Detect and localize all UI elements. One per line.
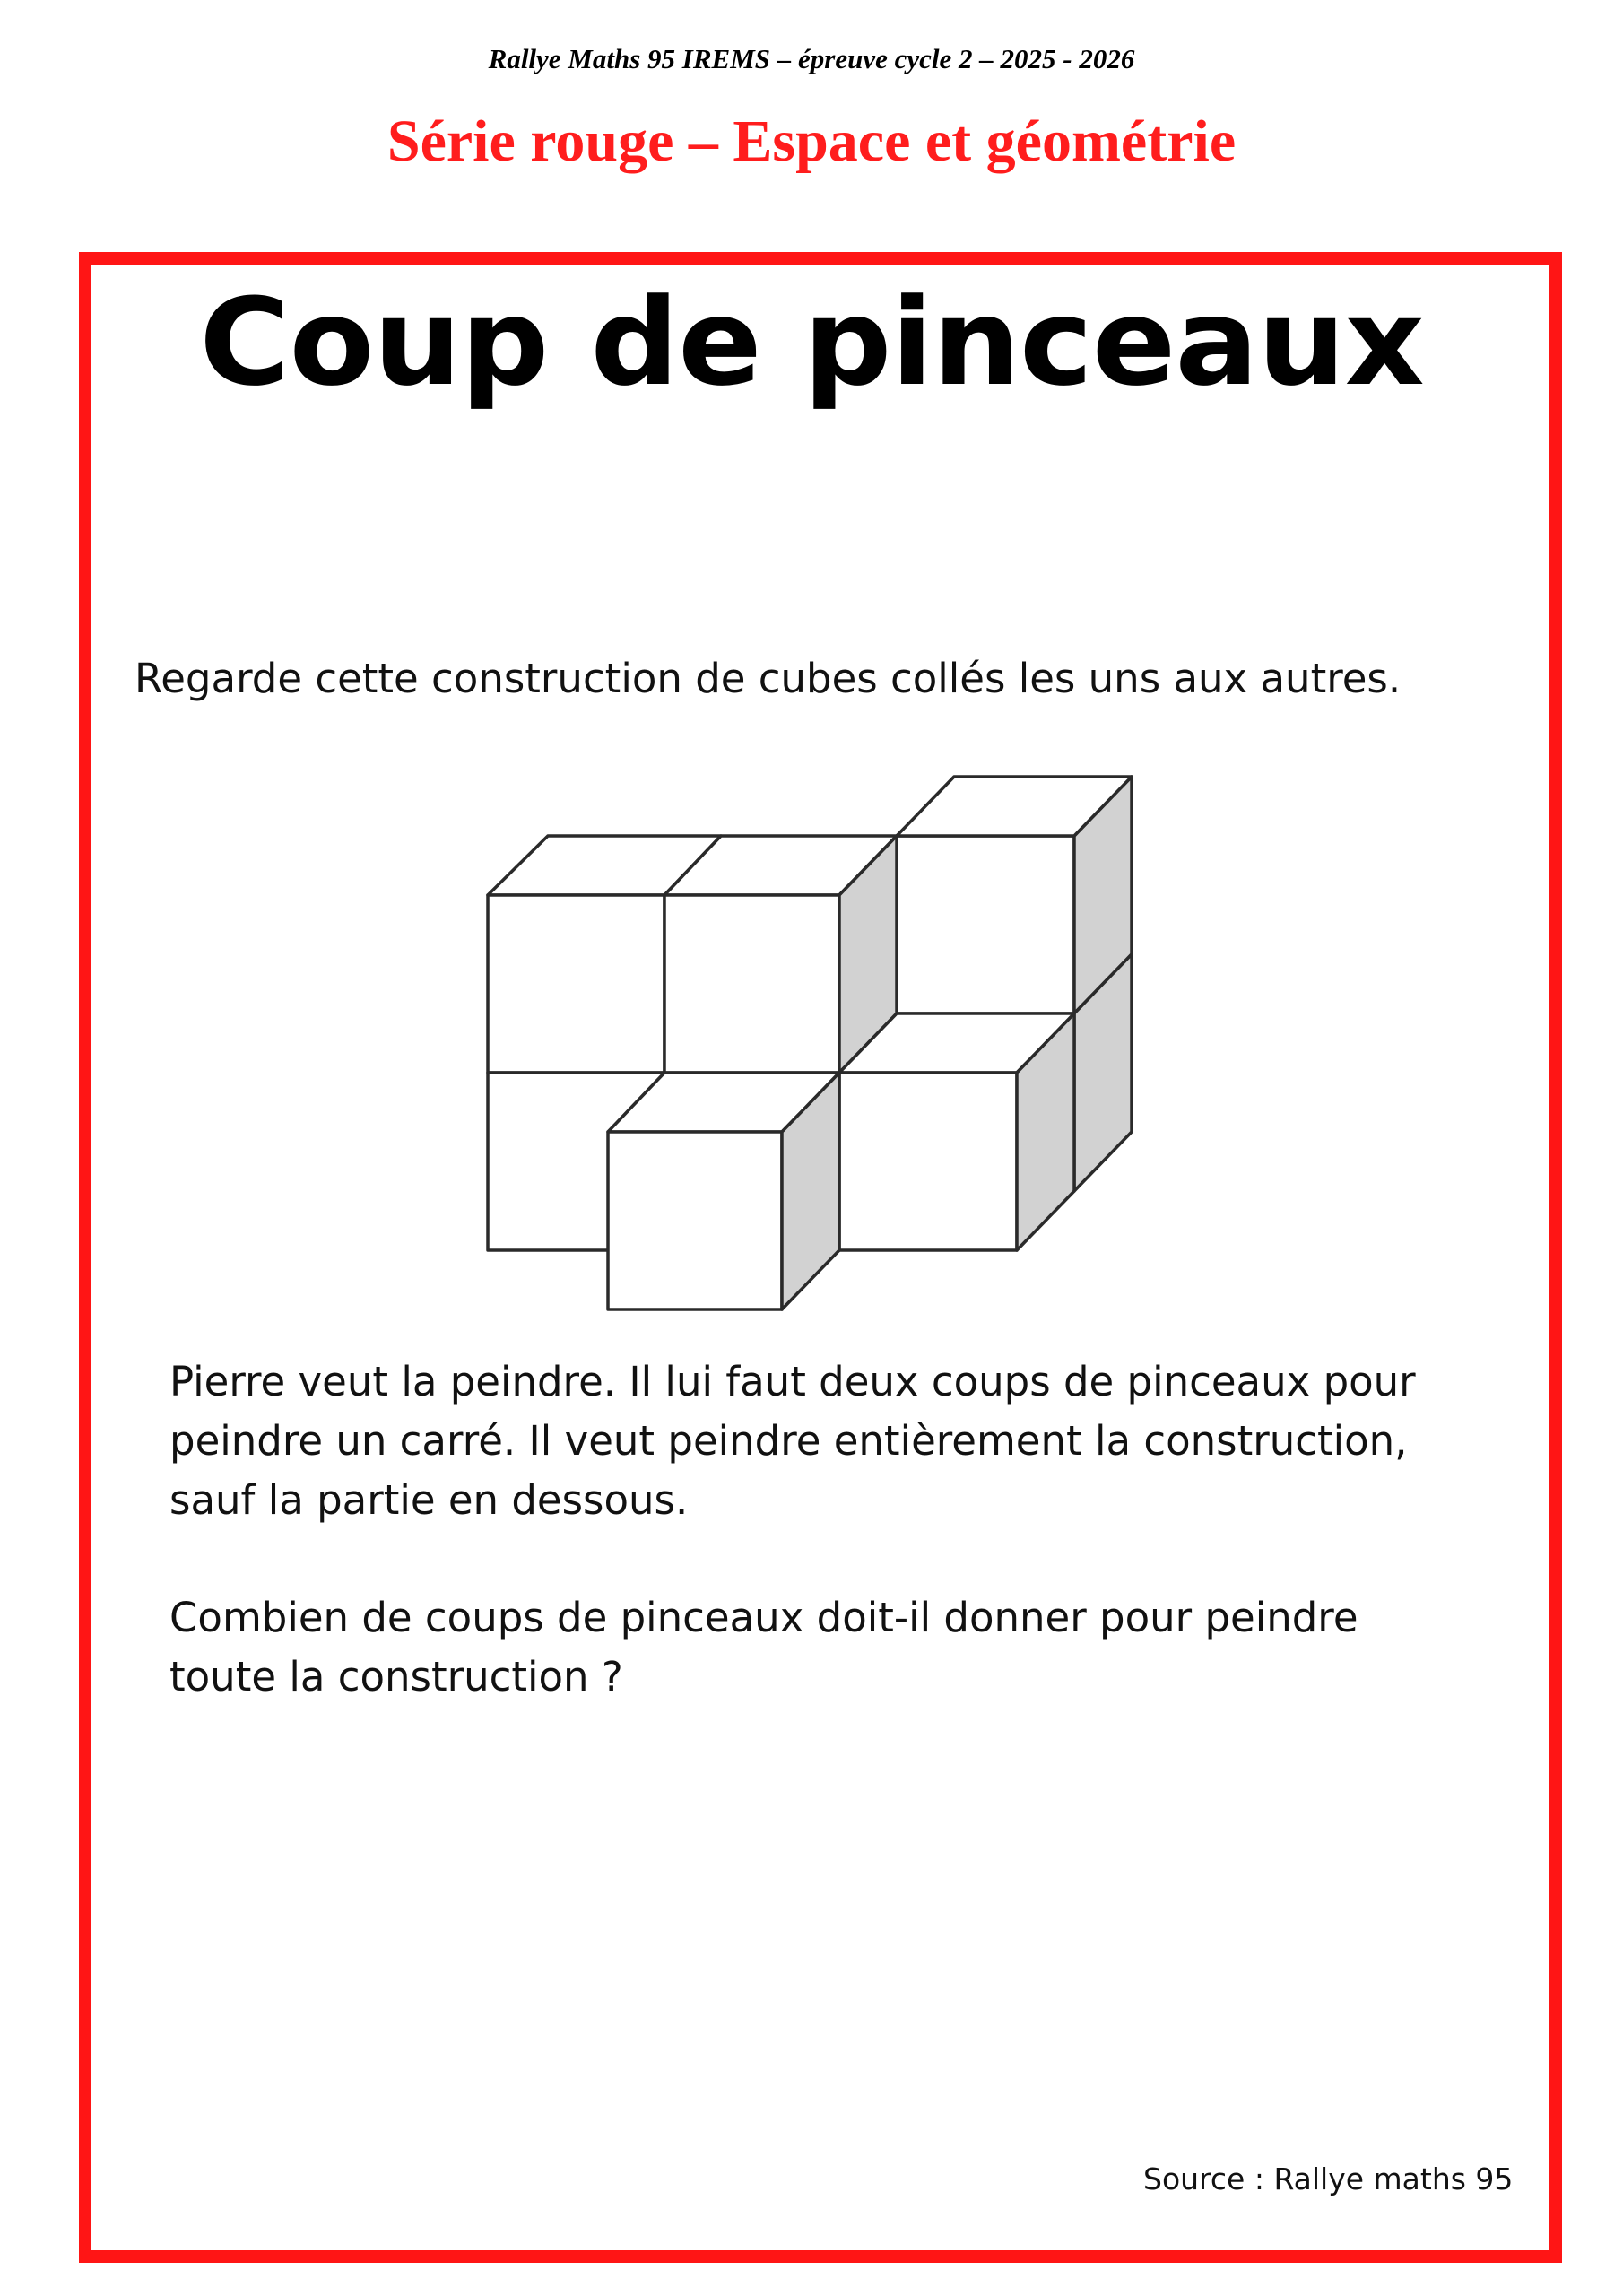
card-title: Coup de pinceaux (199, 273, 1424, 413)
cube-face (664, 895, 839, 1073)
paragraph-line: toute la construction ? (169, 1653, 623, 1700)
paragraph-instructions (169, 1352, 1497, 1530)
paragraph-line: Pierre veut la peindre. Il lui faut deux coups de pinceaux pour (169, 1358, 1416, 1405)
paragraph-line: sauf la partie en dessous. (169, 1476, 689, 1524)
cube-construction-illustration (466, 753, 1148, 1327)
header-subtitle: Rallye Maths 95 IREMS – épreuve cycle 2 – 2025 - 2026 (488, 43, 1135, 74)
series-title: Série rouge – Espace et géométrie (386, 109, 1237, 174)
paragraph-line: Combien de coups de pinceaux doit-il donner pour peindre (169, 1594, 1358, 1641)
cube-face (897, 836, 1074, 1013)
cube-face (608, 1132, 782, 1309)
paragraph-question (169, 1588, 1497, 1707)
intro-text: Regarde cette construction de cubes collés les uns aux autres. (135, 655, 1402, 702)
cube-face (839, 1073, 1017, 1250)
cube-face (488, 895, 664, 1073)
paragraph-line: peindre un carré. Il veut peindre entièrement la construction, (169, 1417, 1408, 1465)
source-credit: Source : Rallye maths 95 (1143, 2161, 1514, 2196)
